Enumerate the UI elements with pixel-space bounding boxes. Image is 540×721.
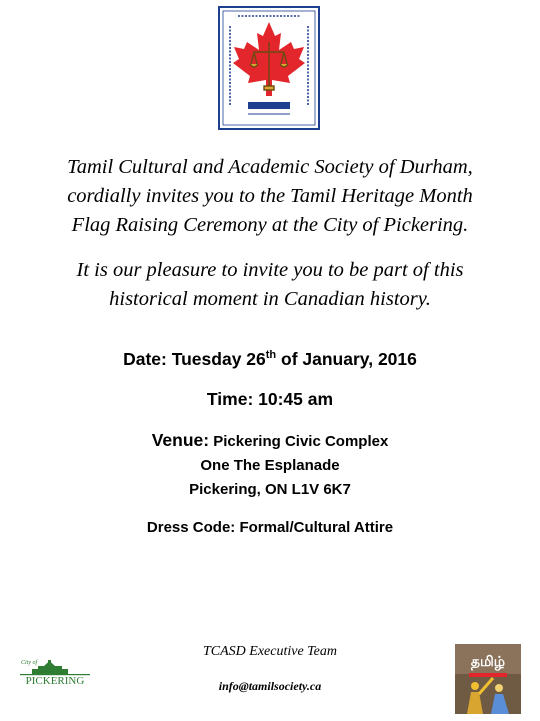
invitation-paragraph-1 — [0, 153, 540, 240]
tamil-heritage-logo — [455, 644, 521, 714]
event-time: Time: 10:45 am — [206, 389, 334, 409]
invitation-paragraph-2 — [0, 256, 540, 314]
logo-tamil-text: தமிழ் — [470, 654, 506, 670]
invitation-line: Tamil Cultural and Academic Society of Durham, — [67, 156, 473, 178]
venue-line-2: One The Esplanade — [200, 457, 340, 474]
date-ordinal-suffix: th — [265, 349, 277, 361]
date-rest: of January, 2016 — [276, 349, 417, 369]
dress-code: Dress Code: Formal/Cultural Attire — [146, 519, 394, 536]
invitation-line: It is our pleasure to invite you to be part of this — [76, 259, 464, 281]
tcasd-logo — [218, 6, 320, 130]
invitation-line: historical moment in Canadian history. — [109, 288, 431, 310]
signature-team: TCASD Executive Team — [202, 644, 337, 659]
city-hall-icon — [32, 660, 68, 674]
event-date — [0, 349, 540, 370]
contact-email: info@tamilsociety.ca — [218, 679, 322, 693]
invitation-line: Flag Raising Ceremony at the City of Pickering. — [71, 214, 469, 236]
date-prefix: Date: Tuesday 26 — [123, 349, 266, 369]
event-venue — [0, 428, 540, 502]
invitation-line: cordially invites you to the Tamil Heritage Month — [67, 185, 473, 207]
city-of-pickering-logo — [18, 654, 92, 688]
venue-line-3: Pickering, ON L1V 6K7 — [189, 481, 351, 498]
logo-small-text: City of — [21, 660, 38, 666]
venue-label: Venue: — [151, 430, 210, 450]
logo-big-text: PICKERING — [25, 675, 85, 687]
venue-line-1: Pickering Civic Complex — [209, 433, 389, 450]
